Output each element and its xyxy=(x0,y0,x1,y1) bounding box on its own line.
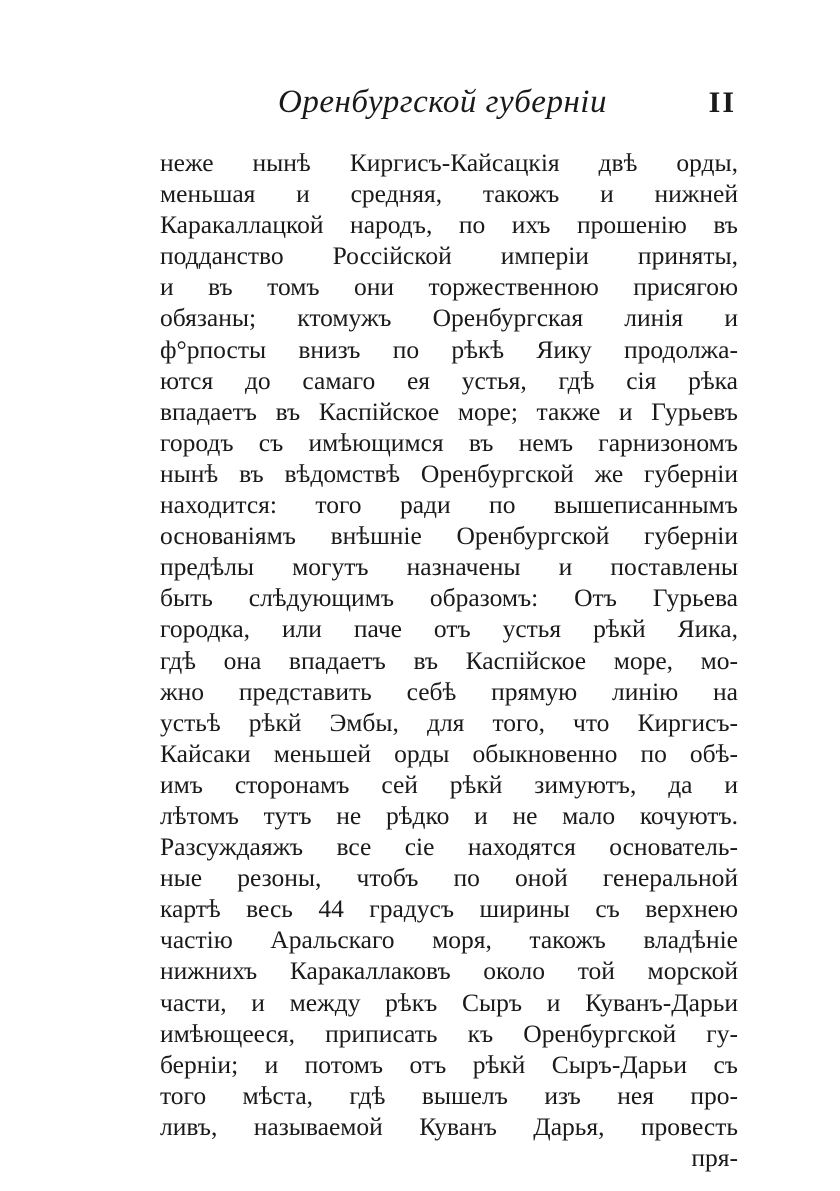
text-line: ются до самаго ея устья, гдѣ сія рѣка xyxy=(160,365,738,395)
catchword: пря- xyxy=(691,1143,738,1172)
running-title: Оренбургской губерніи xyxy=(278,84,607,120)
text-line: Каракаллацкой народъ, по ихъ прошенію въ xyxy=(160,210,738,240)
text-line: меньшая и средняя, такожъ и нижней xyxy=(160,179,738,209)
running-head xyxy=(160,84,740,134)
text-line: Кайсаки меньшей орды обыкновенно по обѣ- xyxy=(160,738,738,768)
page-number: II xyxy=(708,86,736,119)
text-line: нижнихъ Каракаллаковъ около той морской xyxy=(160,956,738,986)
text-line: части, и между рѣкъ Сыръ и Куванъ-Дарьи xyxy=(160,987,738,1017)
text-line: гдѣ она впадаетъ въ Каспійское море, мо- xyxy=(160,645,738,675)
text-line: и въ томъ они торжественною присягою xyxy=(160,272,738,302)
text-line: того мѣста, гдѣ вышелъ изъ нея про- xyxy=(160,1080,738,1110)
text-line: городъ съ имѣющимся въ немъ гарнизономъ xyxy=(160,427,738,457)
text-line: городка, или паче отъ устья рѣкй Яика, xyxy=(160,614,738,644)
text-line: берніи; и потомъ отъ рѣкй Сыръ-Дарьи съ xyxy=(160,1049,738,1079)
text-line: картѣ весь 44 градусъ ширины съ верхнею xyxy=(160,894,738,924)
text-line: ные резоны, чтобъ по оной генеральной xyxy=(160,863,738,893)
text-line: неже нынѣ Киргисъ-Кайсацкія двѣ орды, xyxy=(160,148,738,177)
text-line: быть слѣдующимъ образомъ: Отъ Гурьева xyxy=(160,583,738,613)
text-line: имъ сторонамъ сей рѣкй зимуютъ, да и xyxy=(160,769,738,799)
text-line: нынѣ въ вѣдомствѣ Оренбургской же губерніи xyxy=(160,458,738,488)
text-line: ф°рпосты внизъ по рѣкѣ Яику продолжа- xyxy=(160,334,738,364)
text-line: жно представить себѣ прямую линію на xyxy=(160,676,738,706)
text-line: имѣющееся, приписать къ Оренбургской гу- xyxy=(160,1018,738,1048)
body-text xyxy=(160,147,738,1173)
text-line: лѣтомъ тутъ не рѣдко и не мало кочуютъ. xyxy=(160,800,738,830)
text-line: находится: того ради по вышеписаннымъ xyxy=(160,490,738,520)
text-line: основаніямъ внѣшніе Оренбургской губерніи xyxy=(160,521,738,551)
text-line: Разсуждаяжъ все сіе находятся основатель- xyxy=(160,832,738,862)
text-line: предѣлы могутъ назначены и поставлены xyxy=(160,552,738,582)
text-line: устьѣ рѣкй Эмбы, для того, что Киргисъ- xyxy=(160,707,738,737)
text-line: впадаетъ въ Каспійское море; также и Гурьевъ xyxy=(160,396,738,426)
text-line: частію Аральскаго моря, такожъ владѣніе xyxy=(160,925,738,955)
text-line: обязаны; ктомужъ Оренбургская линія и xyxy=(160,303,738,333)
text-line: ливъ, называемой Куванъ Дарья, провесть xyxy=(160,1111,738,1141)
text-line: подданство Россійской имперіи приняты, xyxy=(160,241,738,271)
